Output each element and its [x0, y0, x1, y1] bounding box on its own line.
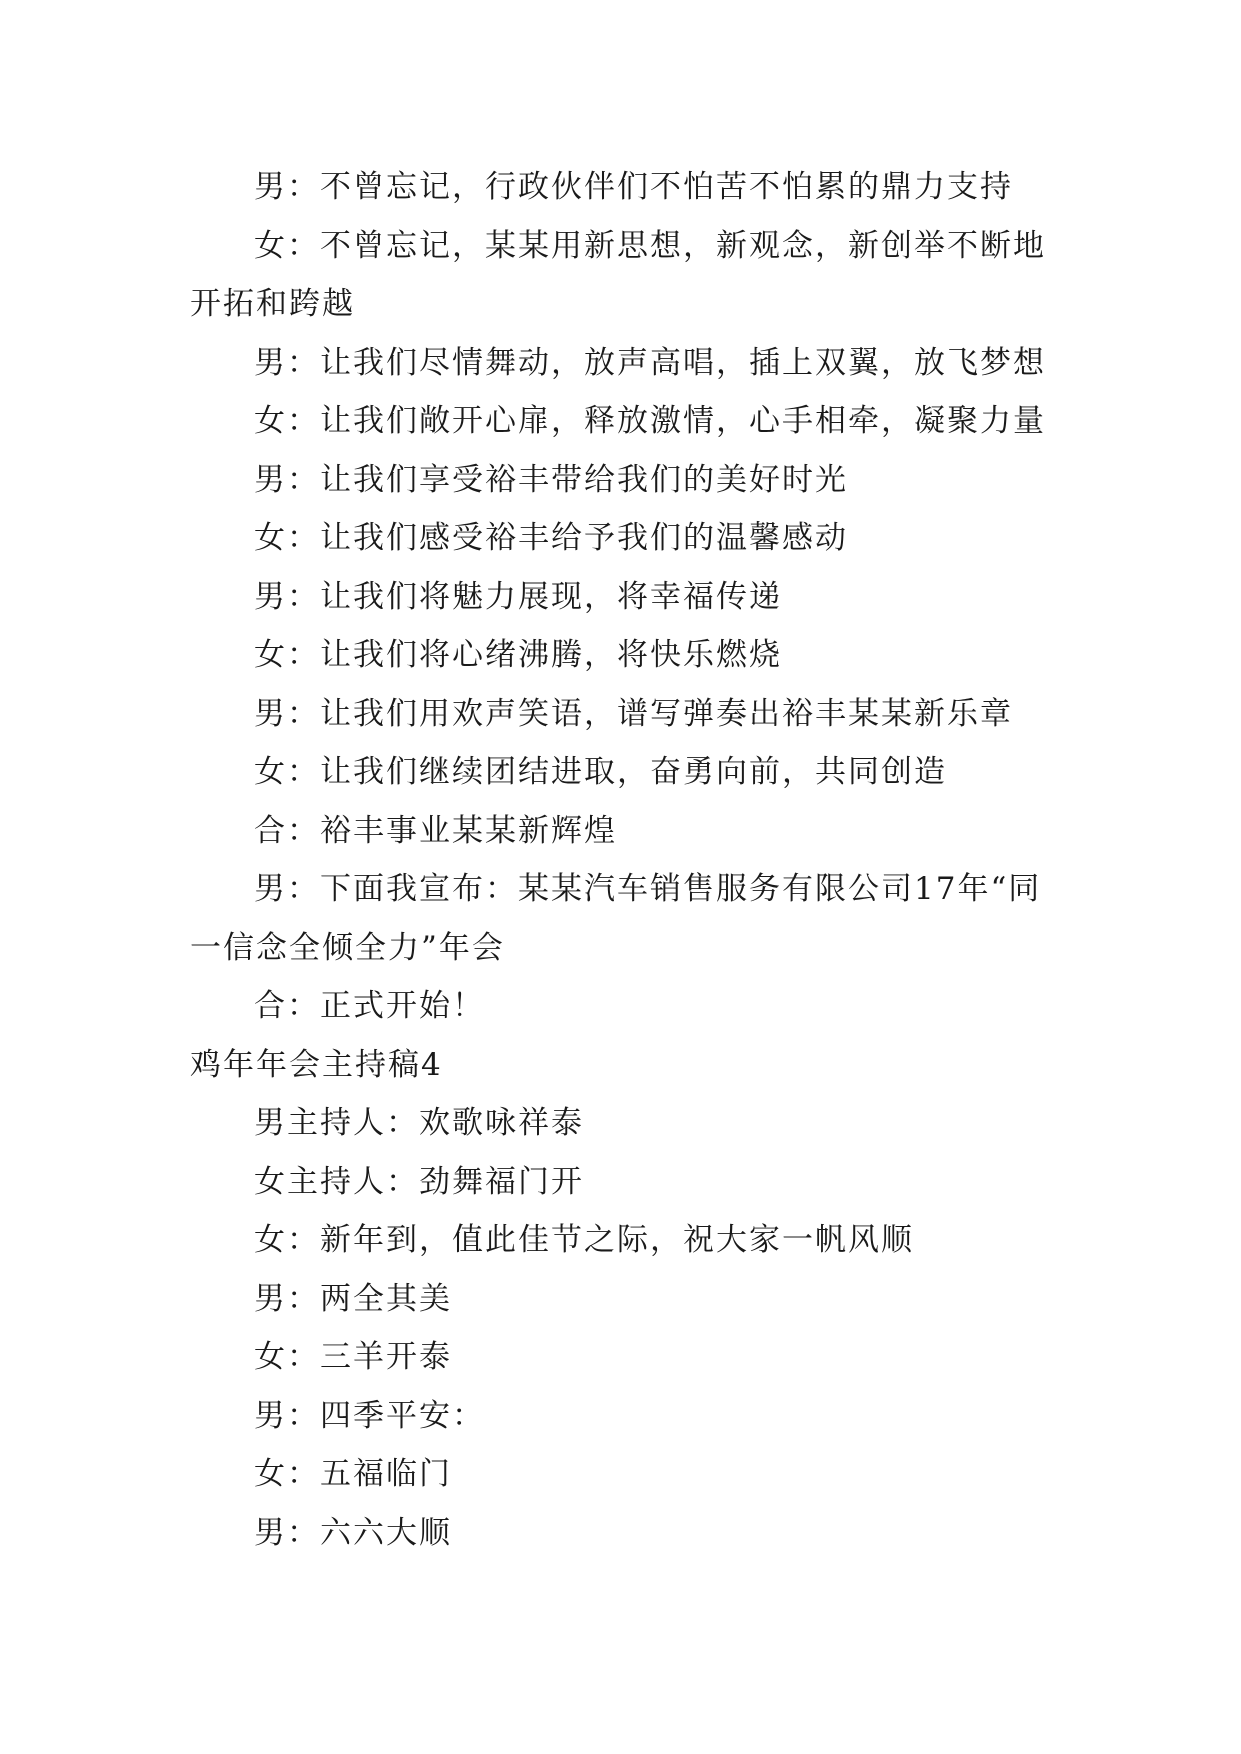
paragraph: 男：让我们将魅力展现，将幸福传递 [254, 578, 782, 615]
paragraph: 合：正式开始！ [254, 988, 485, 1024]
paragraph: 男：不曾忘记，行政伙伴们不怕苦不怕累的鼎力支持 [254, 169, 1013, 205]
paragraph: 男：让我们用欢声笑语，谱写弹奏出裕丰某某新乐章 [254, 695, 1013, 732]
paragraph: 女：三羊开泰 [254, 1339, 452, 1375]
paragraph: 女：让我们敞开心扉，释放激情，心手相牵，凝聚力量 [254, 403, 1046, 439]
section-heading: 鸡年年会主持稿4 [190, 1046, 443, 1083]
paragraph: 女：五福临门 [254, 1456, 452, 1492]
paragraph: 男：两全其美 [254, 1280, 452, 1317]
paragraph: 男主持人：欢歌咏祥泰 [254, 1105, 584, 1141]
paragraph: 男：让我们享受裕丰带给我们的美好时光 [254, 461, 848, 498]
document-body [190, 158, 1050, 1562]
paragraph: 女：不曾忘记，某某用新思想，新观念，新创举不断地开拓和跨越 [190, 227, 1046, 322]
paragraph: 女：让我们继续团结进取，奋勇向前，共同创造 [254, 754, 947, 790]
paragraph: 男：四季平安： [254, 1397, 485, 1434]
paragraph: 女主持人：劲舞福门开 [254, 1163, 584, 1200]
paragraph: 男：让我们尽情舞动，放声高唱，插上双翼，放飞梦想 [254, 344, 1046, 381]
paragraph: 男：六六大顺 [254, 1514, 452, 1551]
paragraph: 合：裕丰事业某某新辉煌 [254, 812, 617, 849]
paragraph: 女：让我们感受裕丰给予我们的温馨感动 [254, 520, 848, 556]
paragraph: 女：新年到，值此佳节之际，祝大家一帆风顺 [254, 1222, 914, 1258]
paragraph: 男：下面我宣布：某某汽车销售服务有限公司17年“同一信念全倾全力”年会 [190, 871, 1042, 966]
paragraph: 女：让我们将心绪沸腾，将快乐燃烧 [254, 637, 782, 673]
